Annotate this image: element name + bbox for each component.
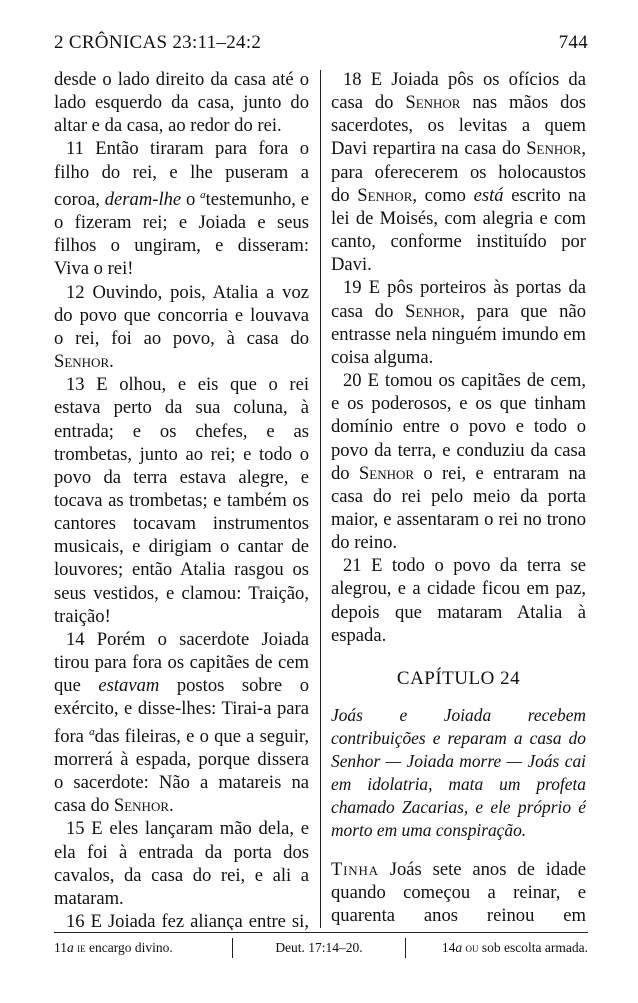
page-number: 744 bbox=[558, 32, 588, 53]
verse-12: 12 Ouvindo, pois, Atalia a voz do povo que concorria e louvava o rei, foi ao povo, à casa do Senhor. bbox=[54, 281, 309, 373]
chapter-summary: Joás e Joiada recebem contribuições e reparam a casa do Senhor — Joiada morre — Joás cai em idolatria, mata um profeta chamado Zacarias, e ele próprio é morto em uma conspiração. bbox=[331, 705, 586, 841]
verse-15: 15 E eles lançaram mão dela, e ela foi à entrada da porta dos cavalos, da casa do rei, e ali a mataram. bbox=[54, 818, 309, 909]
verse-16: 16 E Joiada fez aliança entre si, bbox=[66, 911, 309, 930]
verse-13: 13 E olhou, e eis que o rei estava perto da sua coluna, à entrada; e os chefes, e as trombetas, junto ao rei; e todo o povo da terra estava alegre, e tocava as trombetas; e também os cantores tocavam instrumentos musicais, e dirigiam o cantar de louvores; então Atalia rasgou os seus vestidos, e clamou: Traição, traição! bbox=[54, 374, 309, 627]
verse-10-continuation: desde o lado direito da casa até o lado esquerdo da casa, junto do altar e da casa, ao redor do rei. bbox=[54, 69, 309, 137]
left-column bbox=[54, 68, 309, 930]
footer-rule bbox=[54, 932, 588, 933]
verse-19: 19 E pôs porteiros às portas da casa do Senhor, para que não entrasse nela ninguém imundo em coisa alguma. bbox=[331, 277, 586, 368]
verse-18: 18 E Joiada pôs os ofícios da casa do Senhor nas mãos dos sacerdotes, os levitas a quem Davi repartira na casa do Senhor, para oferecerem os holocaustos do Senhor, como está escrito na lei de Moisés, com alegria e com canto, conforme instituído por Davi. bbox=[331, 69, 586, 276]
chapter-reference: 2 CRÔNICAS 23:11–24:2 bbox=[54, 32, 262, 53]
chapter-heading: CAPÍTULO 24 bbox=[396, 667, 521, 689]
footnote-separator bbox=[232, 938, 233, 958]
verse-14: 14 Porém o sacerdote Joiada tirou para fora os capitães de cem que estavam postos sobre o exército, e disse-lhes: Tirai-a para fora $^a$das fileiras, e o que a seguir, morrerá à espada, porque dissera o sacerdote: Não a matareis na casa do Senhor. bbox=[54, 628, 309, 817]
verse-11: 11 Então tiraram para fora o filho do rei, e lhe puseram a coroa, deram-lhe o $^a$testemunho, e o fizeram rei; e Joiada e seus filhos o ungiram, e disseram: Viva o rei! bbox=[54, 138, 309, 280]
column-divider bbox=[320, 70, 321, 928]
verse-20: 20 E tomou os capitães de cem, e os poderosos, e os que tinham domínio entre o povo e todo o povo da terra, e conduziu da casa do Senhor o rei, e entraram na casa do rei pelo meio da porta maior, e assentaram o rei no trono do reino. bbox=[331, 370, 586, 554]
running-header bbox=[54, 32, 588, 60]
verse-24-1: Tinha Joás sete anos de idade quando começou a reinar, e quarenta anos reinou em bbox=[331, 859, 586, 927]
footnote-cross-reference: Deut. 17:14–20. bbox=[275, 940, 363, 955]
footnotes bbox=[54, 937, 588, 959]
footnote-marker: a bbox=[89, 725, 95, 738]
right-column bbox=[331, 68, 586, 930]
footnote-marker: a bbox=[200, 188, 206, 201]
verse-21: 21 E todo o povo da terra se alegrou, e a cidade ficou em paz, depois que mataram Atalia à espada. bbox=[331, 555, 586, 646]
footnote-14a: 14a ou sob escolta armada. bbox=[441, 940, 588, 955]
footnote-separator bbox=[405, 938, 406, 958]
footnote-11a: 11a ie encargo divino. bbox=[54, 940, 173, 955]
